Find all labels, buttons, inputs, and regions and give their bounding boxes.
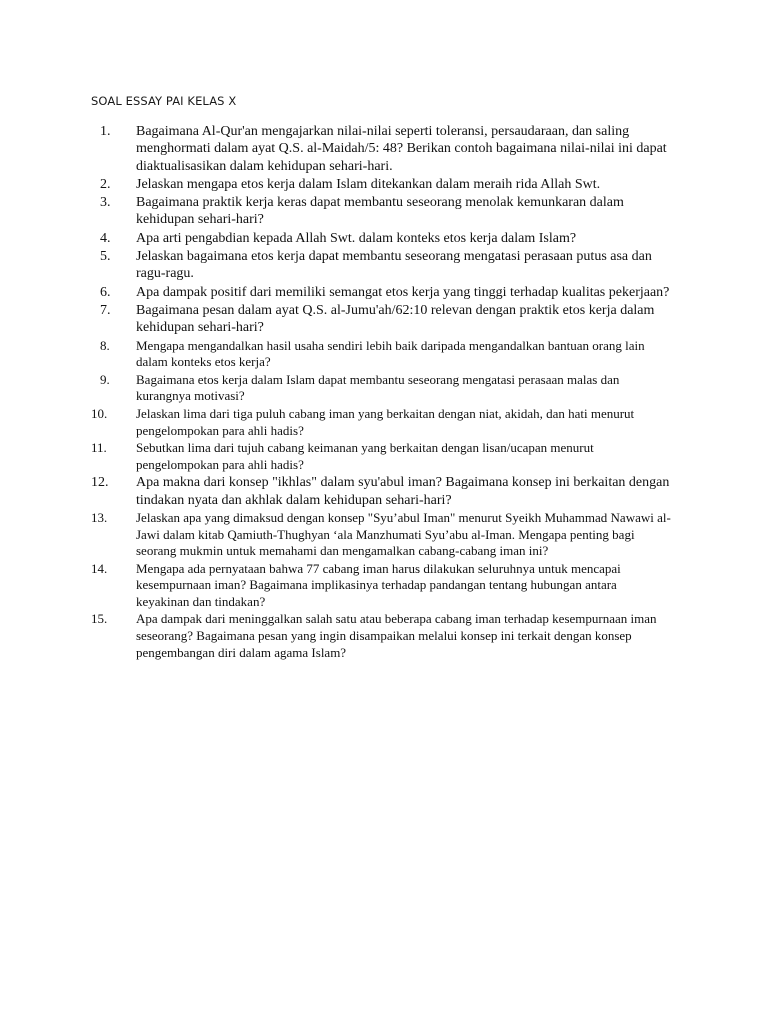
question-number: 5. bbox=[100, 249, 111, 265]
question-text: Apa dampak positif dari memiliki semangat etos kerja yang tinggi terhadap kualitas pekerjaan? bbox=[136, 284, 670, 300]
question-text: Bagaimana Al-Qur'an mengajarkan nilai-nilai seperti toleransi, persaudaraan, dan saling menghormati dalam ayat Q.S. al-Maidah/5: 48? Berikan contoh bagaimana nilai-nilai ini dapat diaktualisasikan dalam kehidupan sehari-hari. bbox=[136, 124, 667, 174]
question-number: 3. bbox=[100, 195, 111, 211]
question-item bbox=[0, 337, 672, 371]
question-item bbox=[0, 283, 672, 301]
question-text: Apa makna dari konsep "ikhlas" dalam syu'abul iman? Bagaimana konsep ini berkaitan dengan tindakan nyata dan akhlak dalam kehidupan sehari-hari? bbox=[136, 475, 670, 508]
question-item bbox=[0, 560, 672, 611]
question-number: 12. bbox=[91, 475, 109, 491]
question-text: Bagaimana praktik kerja keras dapat membantu seseorang menolak kemunkaran dalam kehidupan sehari-hari? bbox=[136, 195, 624, 228]
question-number: 14. bbox=[91, 560, 108, 576]
question-text: Apa arti pengabdian kepada Allah Swt. dalam konteks etos kerja dalam Islam? bbox=[136, 230, 577, 246]
question-text: Bagaimana etos kerja dalam Islam dapat membantu seseorang mengatasi perasaan malas dan kurangnya motivasi? bbox=[136, 371, 620, 404]
question-text: Mengapa mengandalkan hasil usaha sendiri lebih baik daripada mengandalkan bantuan orang lain dalam konteks etos kerja? bbox=[136, 337, 645, 370]
question-text: Jelaskan bagaimana etos kerja dapat membantu seseorang mengatasi perasaan putus asa dan ragu-ragu. bbox=[136, 249, 652, 282]
question-item bbox=[0, 122, 672, 175]
question-number: 8. bbox=[100, 337, 110, 353]
question-number: 9. bbox=[100, 371, 110, 387]
question-number: 1. bbox=[100, 124, 111, 139]
question-number: 6. bbox=[100, 284, 111, 300]
question-text: Apa dampak dari meninggalkan salah satu atau beberapa cabang iman terhadap kesempurnaan iman seseorang? Bagaimana pesan yang ingin disampaikan melalui konsep ini terkait dengan konsep pengembangan diri dalam agama Islam? bbox=[136, 611, 657, 660]
question-number: 10. bbox=[91, 405, 108, 421]
question-item bbox=[0, 509, 672, 560]
question-number: 11. bbox=[91, 440, 107, 456]
question-number: 15. bbox=[91, 611, 108, 627]
question-item bbox=[0, 405, 672, 439]
question-text: Sebutkan lima dari tujuh cabang keimanan yang berkaitan dengan lisan/ucapan menurut pengelompokan para ahli hadis? bbox=[136, 440, 594, 472]
question-text: Jelaskan apa yang dimaksud dengan konsep "Syu’abul Iman" menurut Syeikh Muhammad Nawawi al-Jawi dalam kitab Qamiuth-Thughyan ‘ala Manzhumati Syu’abu al-Iman. Mengapa penting bagi seorang mukmin untuk memahami dan mengamalkan cabang-cabang iman ini? bbox=[136, 509, 671, 559]
question-text: Jelaskan lima dari tiga puluh cabang iman yang berkaitan dengan niat, akidah, dan hati menurut pengelompokan para ahli hadis? bbox=[136, 405, 635, 438]
question-item bbox=[0, 371, 672, 405]
question-number: 4. bbox=[100, 230, 111, 246]
question-item bbox=[0, 610, 672, 661]
question-item bbox=[0, 439, 672, 473]
question-number: 7. bbox=[100, 302, 111, 318]
question-number: 2. bbox=[100, 176, 111, 192]
question-text: Jelaskan mengapa etos kerja dalam Islam ditekankan dalam meraih rida Allah Swt. bbox=[136, 176, 601, 192]
question-item bbox=[0, 175, 672, 193]
question-text: Bagaimana pesan dalam ayat Q.S. al-Jumu'ah/62:10 relevan dengan praktik etos kerja dalam kehidupan sehari-hari? bbox=[136, 302, 655, 336]
question-item bbox=[0, 247, 672, 283]
question-text: Mengapa ada pernyataan bahwa 77 cabang iman harus dilakukan seluruhnya untuk mencapai kesempurnaan iman? Bagaimana implikasinya terhadap pandangan tentang hubungan antara keyakinan dan tindakan? bbox=[136, 560, 621, 609]
question-item bbox=[0, 193, 672, 229]
question-item bbox=[0, 473, 672, 509]
question-number: 13. bbox=[91, 509, 108, 525]
question-item bbox=[0, 301, 672, 337]
question-item bbox=[0, 229, 672, 247]
question-list bbox=[0, 122, 768, 661]
document-title: SOAL ESSAY PAI KELAS X bbox=[91, 94, 237, 108]
